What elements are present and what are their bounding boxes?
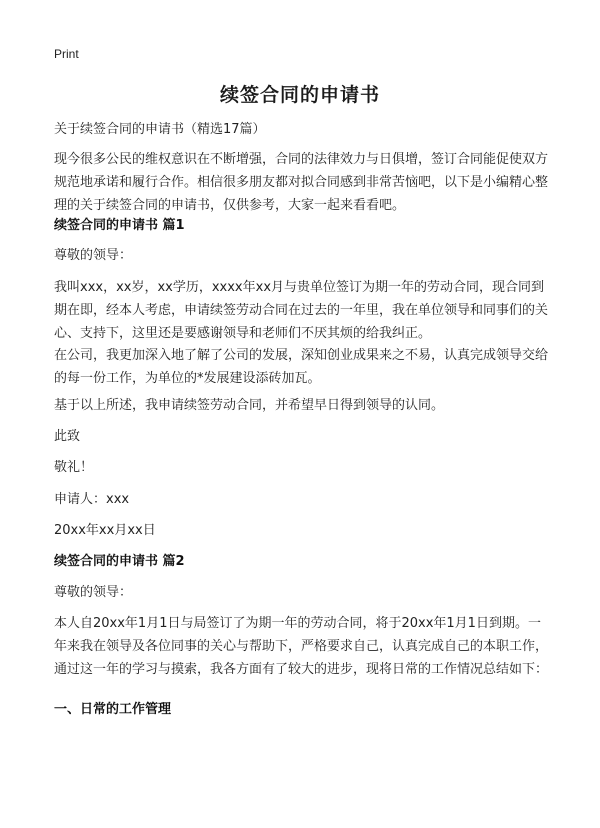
- date-line: 20xx年xx月xx日: [54, 523, 156, 538]
- section-heading-2: 续签合同的申请书 篇2: [54, 554, 185, 569]
- section1-paragraph-2: 在公司，我更加深入地了解了公司的发展，深知创业成果来之不易，认真完成领导交给的每一份工作，为单位的*发展建设添砖加瓦。: [54, 348, 549, 386]
- section1-paragraph-1: 我叫xxx，xx岁，xx学历，xxxx年xx月与贵单位签订为期一年的劳动合同，现合同到期在即，经本人考虑，申请续签劳动合同在过去的一年里，我在单位领导和同事们的关心、支持下，这里还是要感谢领导和老师们不厌其烦的给我纠正。: [54, 280, 549, 341]
- print-label[interactable]: Print: [54, 47, 79, 61]
- section2-paragraph-1: 本人自20xx年1月1日与局签订了为期一年的劳动合同，将于20xx年1月1日到期。一年来我在领导及各位同事的关心与帮助下，严格要求自己，认真完成自己的本职工作，通过这一年的学习与摸索，我各方面有了较大的进步，现将日常的工作情况总结如下：: [54, 616, 549, 677]
- greeting-1: 尊敬的领导：: [54, 248, 133, 263]
- intro-paragraph: 现今很多公民的维权意识在不断增强，合同的法律效力与日俱增，签订合同能促使双方规范地承诺和履行合作。相信很多朋友都对拟合同感到非常苦恼吧，以下是小编精心整理的关于续签合同的申请书，仅供参考，大家一起来看看吧。: [54, 152, 549, 213]
- subheading-daily-work: 一、日常的工作管理: [54, 702, 172, 717]
- closing-regards: 敬礼！: [54, 460, 94, 475]
- closing-salutation: 此致: [54, 429, 81, 444]
- applicant-line: 申请人：xxx: [54, 492, 130, 507]
- document-title: 续签合同的申请书: [219, 84, 380, 106]
- greeting-2: 尊敬的领导：: [54, 585, 133, 600]
- document-subtitle: 关于续签合同的申请书（精选17篇）: [54, 122, 266, 137]
- section1-paragraph-3: 基于以上所述，我申请续签劳动合同，并希望早日得到领导的认同。: [54, 398, 445, 413]
- section-heading-1: 续签合同的申请书 篇1: [54, 218, 185, 233]
